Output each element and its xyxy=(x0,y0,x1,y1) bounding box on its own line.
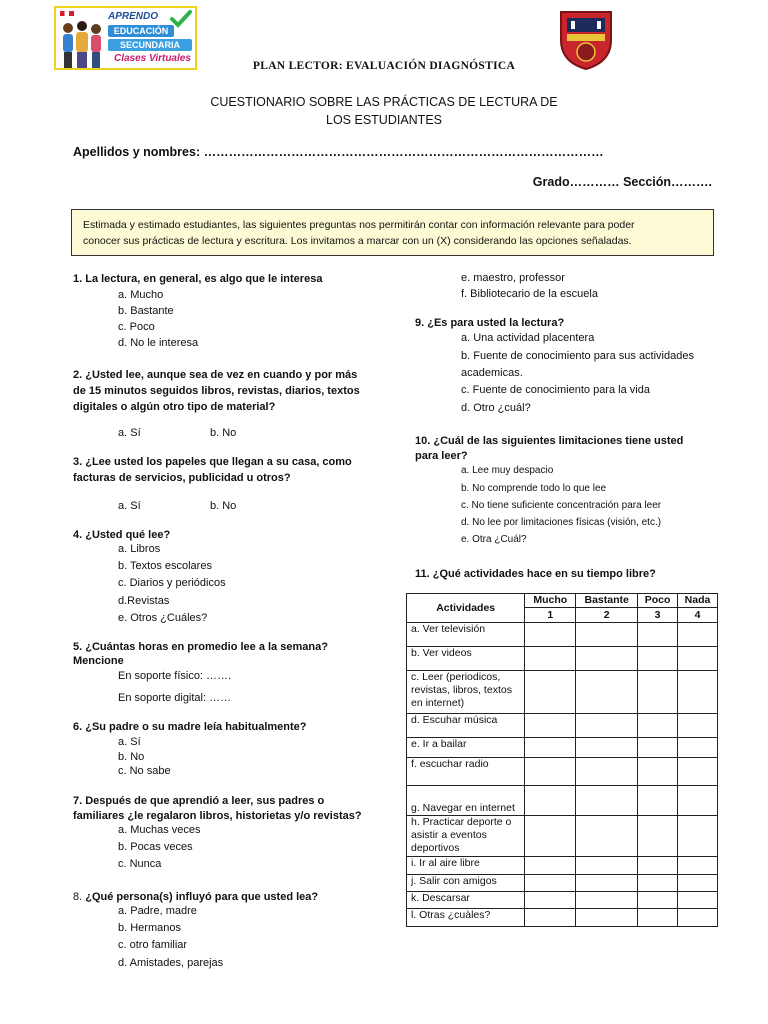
apellidos-field[interactable]: Apellidos y nombres: …………………………………………………………………………………… xyxy=(73,145,604,159)
option-q2-a[interactable]: a. Sí xyxy=(118,427,141,439)
cell-bastante[interactable] xyxy=(576,875,638,892)
logo-educacion-text: EDUCACIÓN xyxy=(108,25,174,37)
cell-poco[interactable] xyxy=(638,647,678,671)
activity-label: l. Otras ¿cuàles? xyxy=(407,909,525,927)
header-mucho: Mucho xyxy=(525,594,576,608)
cell-mucho[interactable] xyxy=(525,671,576,714)
option-q6-a[interactable]: a. Sí xyxy=(118,736,141,748)
option-q10-b[interactable]: b. No comprende todo lo que lee xyxy=(461,483,607,494)
option-q8-d[interactable]: d. Amistades, parejas xyxy=(118,957,224,969)
cell-mucho[interactable] xyxy=(525,758,576,786)
question-5-line2: Mencione xyxy=(73,655,124,667)
instructions-box xyxy=(71,209,714,256)
option-q2-b[interactable]: b. No xyxy=(210,427,237,439)
header-actividades: Actividades xyxy=(407,594,525,623)
table-row xyxy=(407,714,718,738)
activity-label: a. Ver televisión xyxy=(407,623,525,647)
logo-clases-text: Clases Virtuales xyxy=(114,53,191,64)
activity-label: f. escuchar radio xyxy=(407,758,525,786)
question-10-line2: para leer? xyxy=(415,450,468,462)
cell-nada[interactable] xyxy=(678,786,718,816)
cell-poco[interactable] xyxy=(638,714,678,738)
cell-bastante[interactable] xyxy=(576,738,638,758)
question-3-line1: 3. ¿Lee usted los papeles que llegan a su casa, como xyxy=(73,456,352,468)
header-num-4: 4 xyxy=(678,608,718,623)
questionnaire-title-line2: LOS ESTUDIANTES xyxy=(326,113,442,127)
option-q4-c[interactable]: c. Diarios y periódicos xyxy=(118,577,226,589)
cell-bastante[interactable] xyxy=(576,758,638,786)
q5-soporte-digital[interactable]: En soporte digital: …… xyxy=(118,692,232,704)
table-row xyxy=(407,875,718,892)
questionnaire-title-line1: CUESTIONARIO SOBRE LAS PRÁCTICAS DE LECTURA DE xyxy=(210,95,558,109)
cell-poco[interactable] xyxy=(638,892,678,909)
option-q3-a[interactable]: a. Sí xyxy=(118,500,141,512)
table-row xyxy=(407,909,718,927)
question-1: 1. La lectura, en general, es algo que le interesa xyxy=(73,273,323,285)
cell-bastante[interactable] xyxy=(576,857,638,875)
cell-mucho[interactable] xyxy=(525,892,576,909)
cell-bastante[interactable] xyxy=(576,892,638,909)
cell-poco[interactable] xyxy=(638,671,678,714)
option-q8-e[interactable]: e. maestro, professor xyxy=(461,272,565,284)
cell-bastante[interactable] xyxy=(576,714,638,738)
cell-mucho[interactable] xyxy=(525,623,576,647)
option-q1-a[interactable]: a. Mucho xyxy=(118,289,164,301)
table-row xyxy=(407,623,718,647)
activity-label: e. Ir a bailar xyxy=(407,738,525,758)
activity-label: h. Practicar deporte o asistir a eventos deportivos xyxy=(407,816,525,857)
question-10-line1: 10. ¿Cuál de las siguientes limitaciones tiene usted xyxy=(415,435,684,447)
table-row xyxy=(407,892,718,909)
table-row xyxy=(407,738,718,758)
option-q6-c[interactable]: c. No sabe xyxy=(118,765,171,777)
option-q7-c[interactable]: c. Nunca xyxy=(118,858,162,870)
option-q6-b[interactable]: b. No xyxy=(118,751,145,763)
option-q10-d[interactable]: d. No lee por limitaciones físicas (visión, etc.) xyxy=(461,517,662,528)
question-2-line3: digitales o algún otro tipo de material? xyxy=(73,401,276,413)
cell-nada[interactable] xyxy=(678,857,718,875)
activities-table xyxy=(406,593,718,927)
grado-seccion-field[interactable]: Grado………… Sección………. xyxy=(532,175,712,189)
option-q4-b[interactable]: b. Textos escolares xyxy=(118,560,212,572)
cell-nada[interactable] xyxy=(678,909,718,927)
question-8-number: 8. xyxy=(73,891,83,903)
option-q9-c[interactable]: c. Fuente de conocimiento para la vida xyxy=(461,384,650,396)
activity-label: d. Escuhar música xyxy=(407,714,525,738)
question-8-text: ¿Qué persona(s) influyó para que usted lea? xyxy=(82,891,319,903)
question-5-line1: 5. ¿Cuántas horas en promedio lee a la semana? xyxy=(73,641,328,653)
header-bastante: Bastante xyxy=(576,594,638,608)
cell-poco[interactable] xyxy=(638,738,678,758)
question-7-line2: familiares ¿le regalaron libros, historietas y/o revistas? xyxy=(73,810,362,822)
cell-mucho[interactable] xyxy=(525,816,576,857)
header-num-2: 2 xyxy=(576,608,638,623)
activity-label: j. Salir con amigos xyxy=(407,875,525,892)
header-num-3: 3 xyxy=(638,608,678,623)
cell-bastante[interactable] xyxy=(576,623,638,647)
question-11: 11. ¿Qué actividades hace en su tiempo libre? xyxy=(415,568,656,580)
option-q9-d[interactable]: d. Otro ¿cuál? xyxy=(461,402,531,414)
cell-nada[interactable] xyxy=(678,671,718,714)
cell-nada[interactable] xyxy=(678,816,718,857)
logo-secundaria-text: SECUNDARIA xyxy=(108,39,192,51)
question-2-line2: de 15 minutos seguidos libros, revistas, diarios, textos xyxy=(73,385,360,397)
option-q8-f[interactable]: f. Bibliotecario de la escuela xyxy=(461,288,598,300)
activity-label: k. Descarsar xyxy=(407,892,525,909)
cell-bastante[interactable] xyxy=(576,671,638,714)
cell-mucho[interactable] xyxy=(525,909,576,927)
option-q1-d[interactable]: d. No le interesa xyxy=(118,337,199,349)
cell-poco[interactable] xyxy=(638,623,678,647)
cell-nada[interactable] xyxy=(678,623,718,647)
cell-poco[interactable] xyxy=(638,875,678,892)
cell-bastante[interactable] xyxy=(576,909,638,927)
table-row xyxy=(407,816,718,857)
table-row xyxy=(407,671,718,714)
cell-bastante[interactable] xyxy=(576,786,638,816)
option-q1-b[interactable]: b. Bastante xyxy=(118,305,174,317)
option-q10-c[interactable]: c. No tiene suficiente concentración para leer xyxy=(461,500,662,511)
question-3-line2: facturas de servicios, publicidad u otros? xyxy=(73,472,291,484)
cell-mucho[interactable] xyxy=(525,875,576,892)
peru-flag-icon xyxy=(60,11,74,16)
option-q8-c[interactable]: c. otro familiar xyxy=(118,939,188,951)
table-row xyxy=(407,647,718,671)
activity-label: g. Navegar en internet xyxy=(407,786,525,816)
option-q4-d[interactable]: d.Revistas xyxy=(118,595,170,607)
option-q9-b-cont: academicas. xyxy=(461,367,523,379)
activity-label: i. Ir al aire libre xyxy=(407,857,525,875)
cell-nada[interactable] xyxy=(678,647,718,671)
check-icon xyxy=(170,10,192,28)
cell-mucho[interactable] xyxy=(525,738,576,758)
cell-mucho[interactable] xyxy=(525,857,576,875)
cell-nada[interactable] xyxy=(678,892,718,909)
instructions-line2: conocer sus prácticas de lectura y escritura. Los invitamos a marcar con un (X) considerando las opciones señaladas. xyxy=(83,235,632,247)
header-num-1: 1 xyxy=(525,608,576,623)
option-q4-e[interactable]: e. Otros ¿Cuáles? xyxy=(118,612,208,624)
plan-lector-title: PLAN LECTOR: EVALUACIÓN DIAGNÓSTICA xyxy=(252,60,516,72)
option-q10-a[interactable]: a. Lee muy despacio xyxy=(461,465,554,476)
question-9: 9. ¿Es para usted la lectura? xyxy=(415,317,565,329)
option-q1-c[interactable]: c. Poco xyxy=(118,321,155,333)
cell-nada[interactable] xyxy=(678,714,718,738)
cell-nada[interactable] xyxy=(678,875,718,892)
logo-aprendo-text: APRENDO xyxy=(108,11,159,22)
option-q8-b[interactable]: b. Hermanos xyxy=(118,922,181,934)
option-q8-a[interactable]: a. Padre, madre xyxy=(118,905,197,917)
cell-mucho[interactable] xyxy=(525,647,576,671)
cell-nada[interactable] xyxy=(678,738,718,758)
question-7-line1: 7. Después de que aprendió a leer, sus padres o xyxy=(73,795,325,807)
option-q9-a[interactable]: a. Una actividad placentera xyxy=(461,332,595,344)
cell-poco[interactable] xyxy=(638,909,678,927)
option-q7-a[interactable]: a. Muchas veces xyxy=(118,824,201,836)
cell-bastante[interactable] xyxy=(576,816,638,857)
option-q3-b[interactable]: b. No xyxy=(210,500,237,512)
option-q9-b[interactable]: b. Fuente de conocimiento para sus actividades xyxy=(461,350,694,362)
question-2-line1: 2. ¿Usted lee, aunque sea de vez en cuando y por más xyxy=(73,369,358,381)
activity-label: b. Ver videos xyxy=(407,647,525,671)
cell-mucho[interactable] xyxy=(525,714,576,738)
cell-poco[interactable] xyxy=(638,816,678,857)
cell-poco[interactable] xyxy=(638,758,678,786)
option-q7-b[interactable]: b. Pocas veces xyxy=(118,841,193,853)
q5-soporte-fisico[interactable]: En soporte físico: ……. xyxy=(118,670,232,682)
cell-poco[interactable] xyxy=(638,857,678,875)
cell-mucho[interactable] xyxy=(525,786,576,816)
cell-poco[interactable] xyxy=(638,786,678,816)
option-q10-e[interactable]: e. Otra ¿Cuál? xyxy=(461,534,527,545)
cell-bastante[interactable] xyxy=(576,647,638,671)
question-4: 4. ¿Usted qué lee? xyxy=(73,529,171,541)
cell-nada[interactable] xyxy=(678,758,718,786)
option-q4-a[interactable]: a. Libros xyxy=(118,543,161,555)
table-row xyxy=(407,758,718,786)
table-row xyxy=(407,786,718,816)
header-nada: Nada xyxy=(678,594,718,608)
table-row xyxy=(407,857,718,875)
question-6: 6. ¿Su padre o su madre leía habitualmente? xyxy=(73,721,307,733)
header-poco: Poco xyxy=(638,594,678,608)
activity-label: c. Leer (periodicos, revistas, libros, textos en internet) xyxy=(407,671,525,714)
instructions-line1: Estimada y estimado estudiantes, las siguientes preguntas nos permitirán contar con información relevante para poder xyxy=(83,219,635,231)
